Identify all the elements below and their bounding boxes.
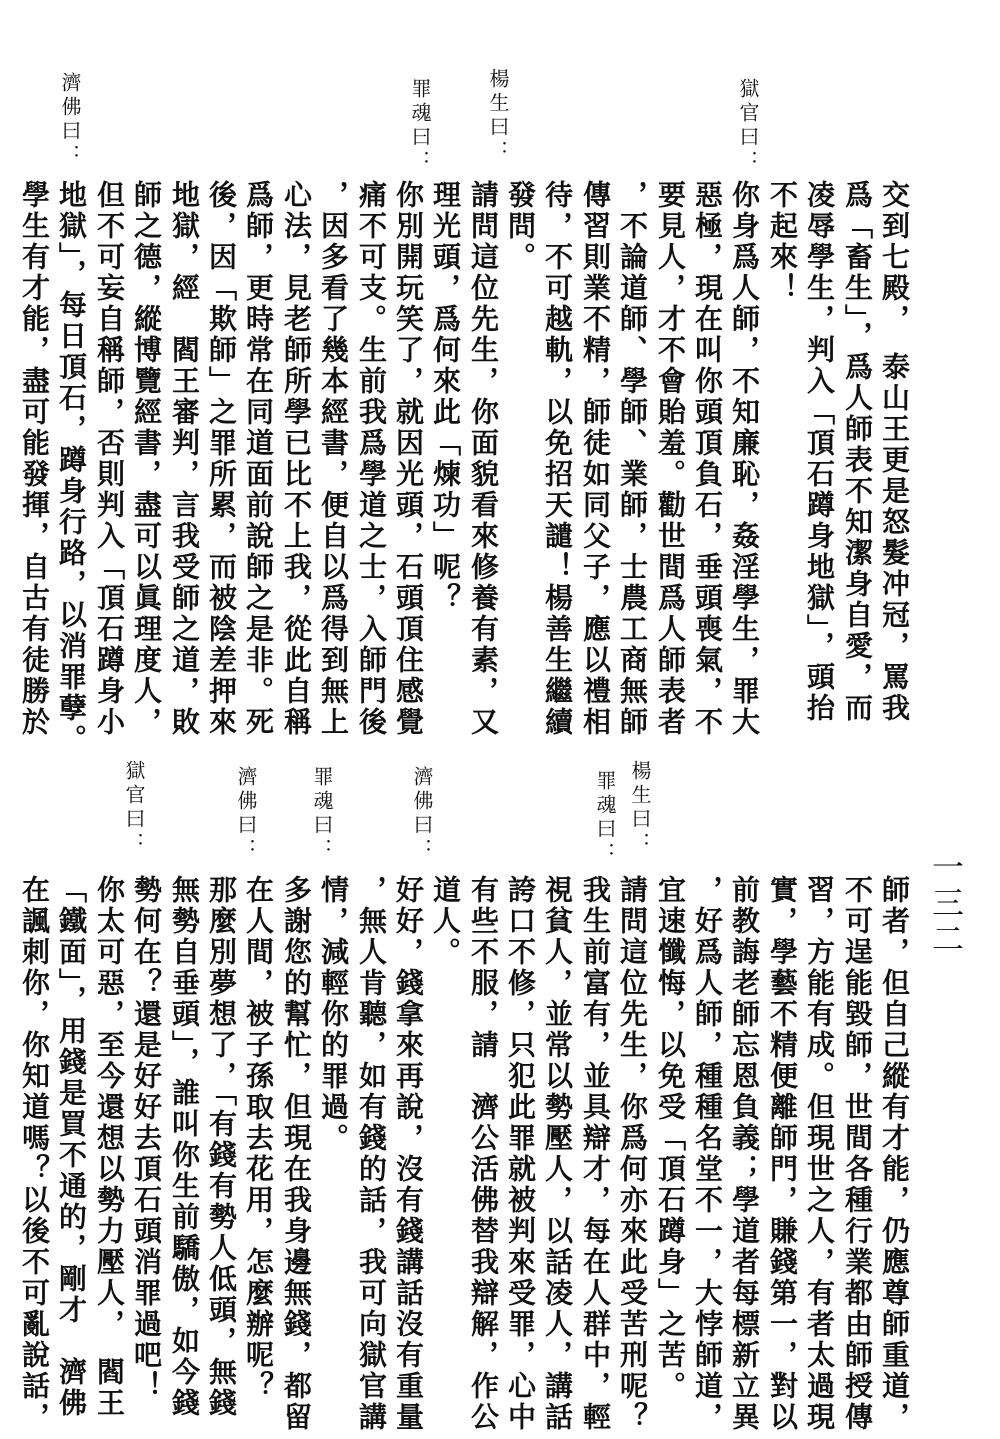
text-line: 我生前富有，並具辯才，每在人群中，輕 bbox=[579, 875, 612, 1433]
text-line: 師之德，縱博覽經書，盡可以眞理度人， bbox=[130, 180, 163, 738]
text-line: 交到七殿， 泰山王更是怒髮冲冠，罵我 bbox=[878, 180, 911, 724]
text-line: 好好，錢拿來再說，沒有錢講話沒有重量 bbox=[392, 875, 425, 1433]
text-line: 視貧人，並常以勢壓人，以話凌人，講話 bbox=[541, 875, 574, 1433]
text-line: 後，因「欺師」之罪所累，而被陰差押來 bbox=[205, 180, 238, 738]
text-line: 待，不可越軌，以免招天譴！楊善生繼續 bbox=[541, 180, 574, 738]
text-line: ，好爲人師，種種名堂不一，大悖師道， bbox=[691, 875, 724, 1433]
text-line: 發問。 bbox=[504, 180, 537, 273]
text-line: 心法，見老師所學已比不上我，從此自稱 bbox=[280, 180, 313, 738]
text-line: ，因多看了幾本經書，便自以爲得到無上 bbox=[317, 180, 350, 738]
speaker-label: 濟佛曰： bbox=[234, 766, 258, 862]
text-line: 勢何在？還是好好去頂石頭消罪過吧！ bbox=[130, 875, 163, 1402]
text-line: ，不論道師、學師、業師，士農工商無師 bbox=[616, 180, 649, 738]
speaker-label: 罪魂曰： bbox=[310, 766, 334, 862]
page-number: 一三二 bbox=[927, 850, 965, 958]
text-line: 「鐵面」，用錢是買不通的，剛才 濟佛 bbox=[55, 875, 88, 1419]
text-line: 前教誨老師忘恩負義；學道者每標新立異 bbox=[728, 875, 761, 1433]
text-line: 有些不服，請 濟公活佛替我辯解，作公 bbox=[467, 875, 500, 1433]
speaker-label: 濟佛曰： bbox=[410, 766, 434, 862]
text-line: 要見人，才不會貽羞。勸世間爲人師表者 bbox=[654, 180, 687, 738]
text-line: 學生有才能，盡可能發揮，自古有徒勝於 bbox=[18, 180, 51, 738]
text-line: ，無人肯聽，如有錢的話，我可向獄官講 bbox=[355, 875, 388, 1433]
speaker-label: 濟佛曰： bbox=[58, 72, 82, 168]
text-line: 痛不可支。生前我爲學道之士，入師門後 bbox=[355, 180, 388, 738]
speaker-label: 楊生曰： bbox=[628, 760, 652, 856]
text-line: 在諷刺你，你知道嗎？以後不可亂說話， bbox=[18, 875, 51, 1433]
text-line: 宜速懺悔，以免受「頂石蹲身」之苦。 bbox=[654, 875, 687, 1402]
text-line: 傳習則業不精，師徒如同父子，應以禮相 bbox=[579, 180, 612, 738]
text-line: 請問這位先生，你爲何亦來此受苦刑呢？ bbox=[616, 875, 649, 1433]
speaker-label: 楊生曰： bbox=[486, 68, 510, 164]
text-line: 道人。 bbox=[429, 875, 462, 968]
text-line: 你身爲人師，不知廉恥，姦淫學生，罪大 bbox=[728, 180, 761, 738]
text-line: 你太可惡，至今還想以勢力壓人， 閻王 bbox=[93, 875, 126, 1419]
text-line: 那麼別夢想了，「有錢有勢人低頭，無錢 bbox=[205, 875, 238, 1419]
text-line: 惡極，現在叫你頭頂負石，垂頭喪氣，不 bbox=[691, 180, 724, 738]
text-line: 習，方能有成。但現世之人，有者太過現 bbox=[803, 875, 836, 1433]
text-line: 師者，但自己縱有才能，仍應尊師重道， bbox=[878, 875, 911, 1433]
text-line: 誇口不修，只犯此罪就被判來受罪，心中 bbox=[504, 875, 537, 1433]
text-line: 凌辱學生，判入「頂石蹲身地獄」，頭抬 bbox=[803, 180, 836, 724]
text-line: 實，學藝不精便離師門，賺錢第一，對以 bbox=[766, 875, 799, 1433]
text-line: 爲師，更時常在同道面前說師之是非。死 bbox=[242, 180, 275, 738]
text-line: 多謝您的幫忙，但現在我身邊無錢，都留 bbox=[280, 875, 313, 1433]
text-line: 不可逞能毀師，世間各種行業都由師授傳 bbox=[841, 875, 874, 1433]
text-line: 地獄」，每日頂石，蹲身行路，以消罪孽。 bbox=[55, 180, 88, 755]
text-line: 情，減輕你的罪過。 bbox=[317, 875, 350, 1154]
text-line: 請問這位先生，你面貌看來修養有素，又 bbox=[467, 180, 500, 738]
speaker-label: 獄官曰： bbox=[736, 78, 760, 174]
text-line: 在人間，被子孫取去花用，怎麼辦呢？ bbox=[242, 875, 275, 1402]
text-line: 但不可妄自稱師，否則判入「頂石蹲身小 bbox=[93, 180, 126, 738]
text-line: 爲「畜生」，爲人師表不知潔身自愛，而 bbox=[841, 180, 874, 724]
text-line: 地獄，經 閻王審判，言我受師之道，敗 bbox=[168, 180, 201, 738]
text-line: 你別開玩笑了，就因光頭，石頭頂住感覺 bbox=[392, 180, 425, 738]
text-line: 不起來！ bbox=[766, 180, 799, 304]
text-line: 理光頭，爲何來此「煉功」呢？ bbox=[429, 180, 462, 614]
speaker-label: 罪魂曰： bbox=[408, 78, 432, 174]
speaker-label: 罪魂曰： bbox=[593, 770, 617, 866]
speaker-label: 獄官曰： bbox=[122, 760, 146, 856]
text-line: 無勢自垂頭」，誰叫你生前驕傲，如今錢 bbox=[168, 875, 201, 1419]
